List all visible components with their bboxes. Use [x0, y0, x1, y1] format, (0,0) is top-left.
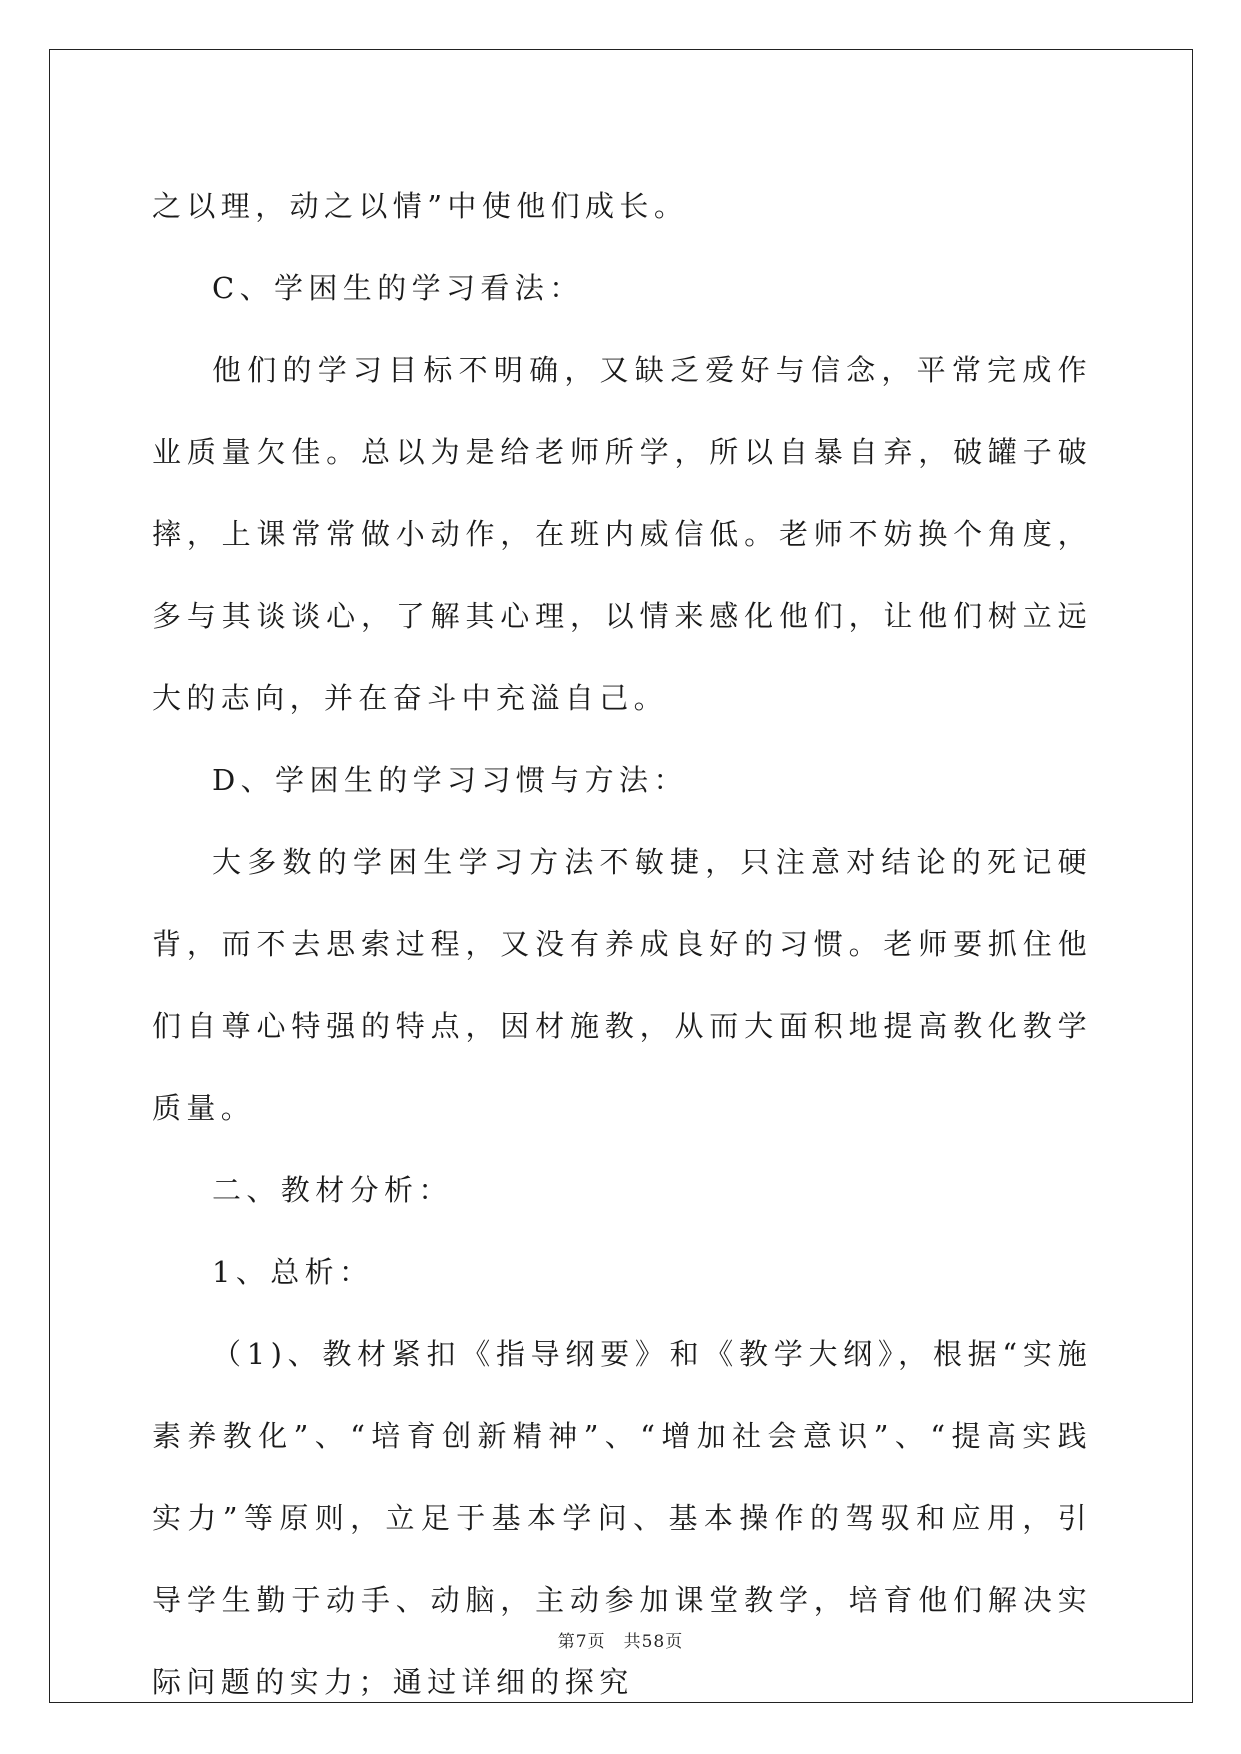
paragraph-learning-habits: 大多数的学困生学习方法不敏捷，只注意对结论的死记硬背，而不去思索过程，又没有养成良好的习惯。老师要抓住他们自尊心特强的特点，因材施教，从而大面积地提高教化教学质量。 [152, 845, 1092, 1125]
document-body [152, 165, 1092, 1723]
paragraph-learning-attitude: 他们的学习目标不明确，又缺乏爱好与信念，平常完成作业质量欠佳。总以为是给老师所学，所以自暴自弃，破罐子破摔，上课常常做小动作，在班内威信低。老师不妨换个角度，多与其谈谈心，了解其心理，以情来感化他们，让他们树立远大的志向，并在奋斗中充溢自己。 [152, 353, 1092, 715]
heading-textbook-analysis: 二、教材分析： [212, 1173, 453, 1207]
page-number-footer: 第7页 共58页 [557, 1632, 684, 1652]
heading-c-learning-attitude: C、学困生的学习看法： [212, 271, 584, 305]
paragraph-overview-1: （1)、教材紧扣《指导纲要》和《教学大纲》，根据“实施素养教化”、“培育创新精神”、“增加社会意识”、“提高实践实力”等原则，立足于基本学问、基本操作的驾驭和应用，引导学生勤于动手、动脑，主动参加课堂教学，培育他们解决实际问题的实力；通过详细的探究 [152, 1337, 1092, 1699]
heading-overview: 1、总析： [212, 1255, 374, 1289]
paragraph-continuation: 之以理，动之以情”中使他们成长。 [152, 189, 689, 223]
heading-d-learning-habits: D、学困生的学习习惯与方法： [212, 763, 688, 797]
